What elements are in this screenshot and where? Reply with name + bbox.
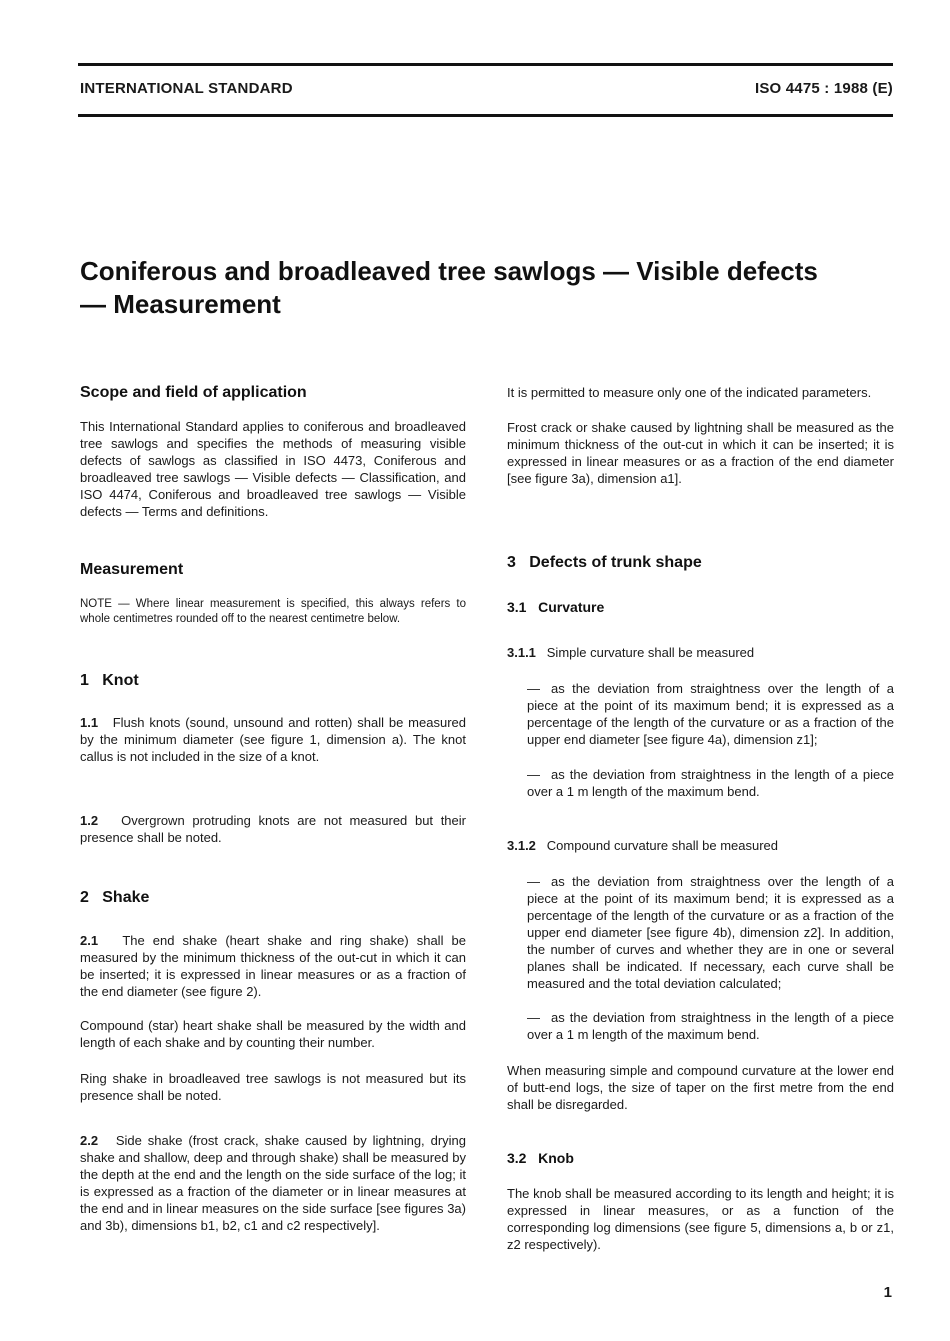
section-3-2-heading [507, 1148, 894, 1168]
section-title: Knot [102, 672, 139, 689]
top-rule [78, 63, 893, 66]
section-1-heading [80, 671, 466, 691]
clause-3-1-1 [507, 644, 894, 661]
clause-2-1-ring: Ring shake in broadleaved tree sawlogs is not measured but its presence shall be noted. [80, 1071, 466, 1103]
clause-text: Flush knots (sound, unsound and rotten) shall be measured by the minimum diameter (see figure 1, dimension a). The knot callus is not included in the size of a knot. [80, 715, 466, 764]
clause-1-2 [80, 812, 466, 846]
clause-3-1-2-item-2 [507, 1009, 894, 1043]
clause-number: 2.1 [80, 933, 99, 948]
clause-3-1-2-item-1 [507, 873, 894, 992]
header-document-id: ISO 4475 : 1988 (E) [754, 80, 893, 97]
clause-3-1-2 [507, 837, 894, 854]
clause-2-1 [80, 932, 466, 1000]
section-3-1-heading [507, 597, 894, 617]
document-title: Coniferous and broadleaved tree sawlogs — Visible defects — Measurement [80, 256, 818, 319]
scope-paragraph: This International Standard applies to coniferous and broadleaved tree sawlogs and specifies the methods of measuring visible defects of sawlogs as classified in ISO 4473, Coniferous and broadleaved tree sawlogs — Visible defects — Classification, and ISO 4474, Coniferous and broadleaved tree sawlogs — Visible defects — Terms and definitions. [80, 419, 466, 519]
section-number: 3 [507, 554, 516, 571]
section-title: Knob [538, 1150, 574, 1166]
curvature-closing-paragraph: When measuring simple and compound curvature at the lower end of butt-end logs, the size of taper on the first metre from the end shall be disregarded. [507, 1063, 894, 1112]
measurement-note: NOTE — Where linear measurement is specified, this always refers to whole centimetres rounded off to the nearest centimetre below. [80, 598, 466, 625]
list-item-text: as the deviation from straightness over the length of a piece at the point of its maximum bend; it is expressed as a percentage of the length of the curvature or as a fraction of the upper end diameter [see figure 4b), dimension z2]. In addition, the number of curves and whether they are in one or several planes shall be indicated. If necessary, each curve shall be measured and the total deviation calculated; [527, 874, 894, 991]
clause-number: 1.1 [80, 715, 99, 730]
section-title: Shake [102, 889, 150, 906]
section-number: 3.2 [507, 1150, 527, 1166]
list-item-text: as the deviation from straightness in the length of a piece over a 1 m length of the maximum bend. [527, 1010, 894, 1042]
section-3-heading [507, 553, 894, 573]
clause-2-2 [80, 1132, 466, 1234]
section-title: Defects of trunk shape [529, 554, 702, 571]
scope-heading: Scope and field of application [80, 384, 307, 401]
measurement-heading: Measurement [80, 561, 184, 578]
clause-3-1-1-item-1 [507, 680, 894, 748]
permitted-paragraph: It is permitted to measure only one of the indicated parameters. [507, 385, 872, 400]
header-standard-label: INTERNATIONAL STANDARD [80, 80, 293, 97]
dash-marker: — [527, 767, 540, 782]
clause-text: Overgrown protruding knots are not measured but their presence shall be noted. [80, 813, 466, 845]
dash-marker: — [527, 874, 540, 889]
list-item-text: as the deviation from straightness in the length of a piece over a 1 m length of the maximum bend. [527, 767, 894, 799]
clause-text: Simple curvature shall be measured [546, 645, 755, 660]
clause-text: The end shake (heart shake and ring shake) shall be measured by the minimum thickness of the out-cut in which it can be inserted; it is expressed in linear measures or as a fraction of the end diameter (see figure 2). [80, 933, 466, 999]
clause-number: 2.2 [80, 1133, 99, 1148]
dash-marker: — [527, 681, 540, 696]
header-rule [78, 114, 893, 117]
clause-text: Compound curvature shall be measured [546, 838, 779, 853]
clause-2-1-compound: Compound (star) heart shake shall be measured by the width and length of each shake and by counting their number. [80, 1018, 466, 1050]
clause-number: 3.1.2 [507, 838, 536, 853]
clause-number: 3.1.1 [507, 645, 536, 660]
clause-1-1 [80, 714, 466, 765]
page-number: 1 [883, 1284, 892, 1301]
dash-marker: — [527, 1010, 540, 1025]
section-number: 2 [80, 889, 89, 906]
clause-number: 1.2 [80, 813, 99, 828]
section-title: Curvature [538, 599, 605, 615]
section-number: 1 [80, 672, 89, 689]
clause-3-2: The knob shall be measured according to its length and height; it is expressed in linear measures, or as a function of the corresponding log dimensions (see figure 5, dimensions a, b or z1, z2 respectively). [507, 1186, 894, 1252]
clause-3-1-1-item-2 [507, 766, 894, 800]
section-2-heading [80, 888, 466, 908]
frost-crack-paragraph: Frost crack or shake caused by lightning shall be measured as the minimum thickness of the out-cut in which it can be inserted; it is expressed in linear measures or as a fraction of the end diameter [see figure 3a), dimension a1]. [507, 420, 894, 486]
list-item-text: as the deviation from straightness over the length of a piece at the point of its maximum bend; it is expressed as a percentage of the length of the curvature or as a fraction of the upper end diameter [see figure 4a), dimension z1]; [527, 681, 894, 747]
clause-text: Side shake (frost crack, shake caused by lightning, drying shake and shallow, deep and through shake) shall be measured by the depth at the end and the length on the side surface of the log; it is expressed as a fraction of the diameter or in linear measures at the end and in linear measures on the side surface [see figures 3a) and 3b), dimensions b1, b2, c1 and c2 respectively]. [80, 1133, 466, 1233]
section-number: 3.1 [507, 599, 527, 615]
